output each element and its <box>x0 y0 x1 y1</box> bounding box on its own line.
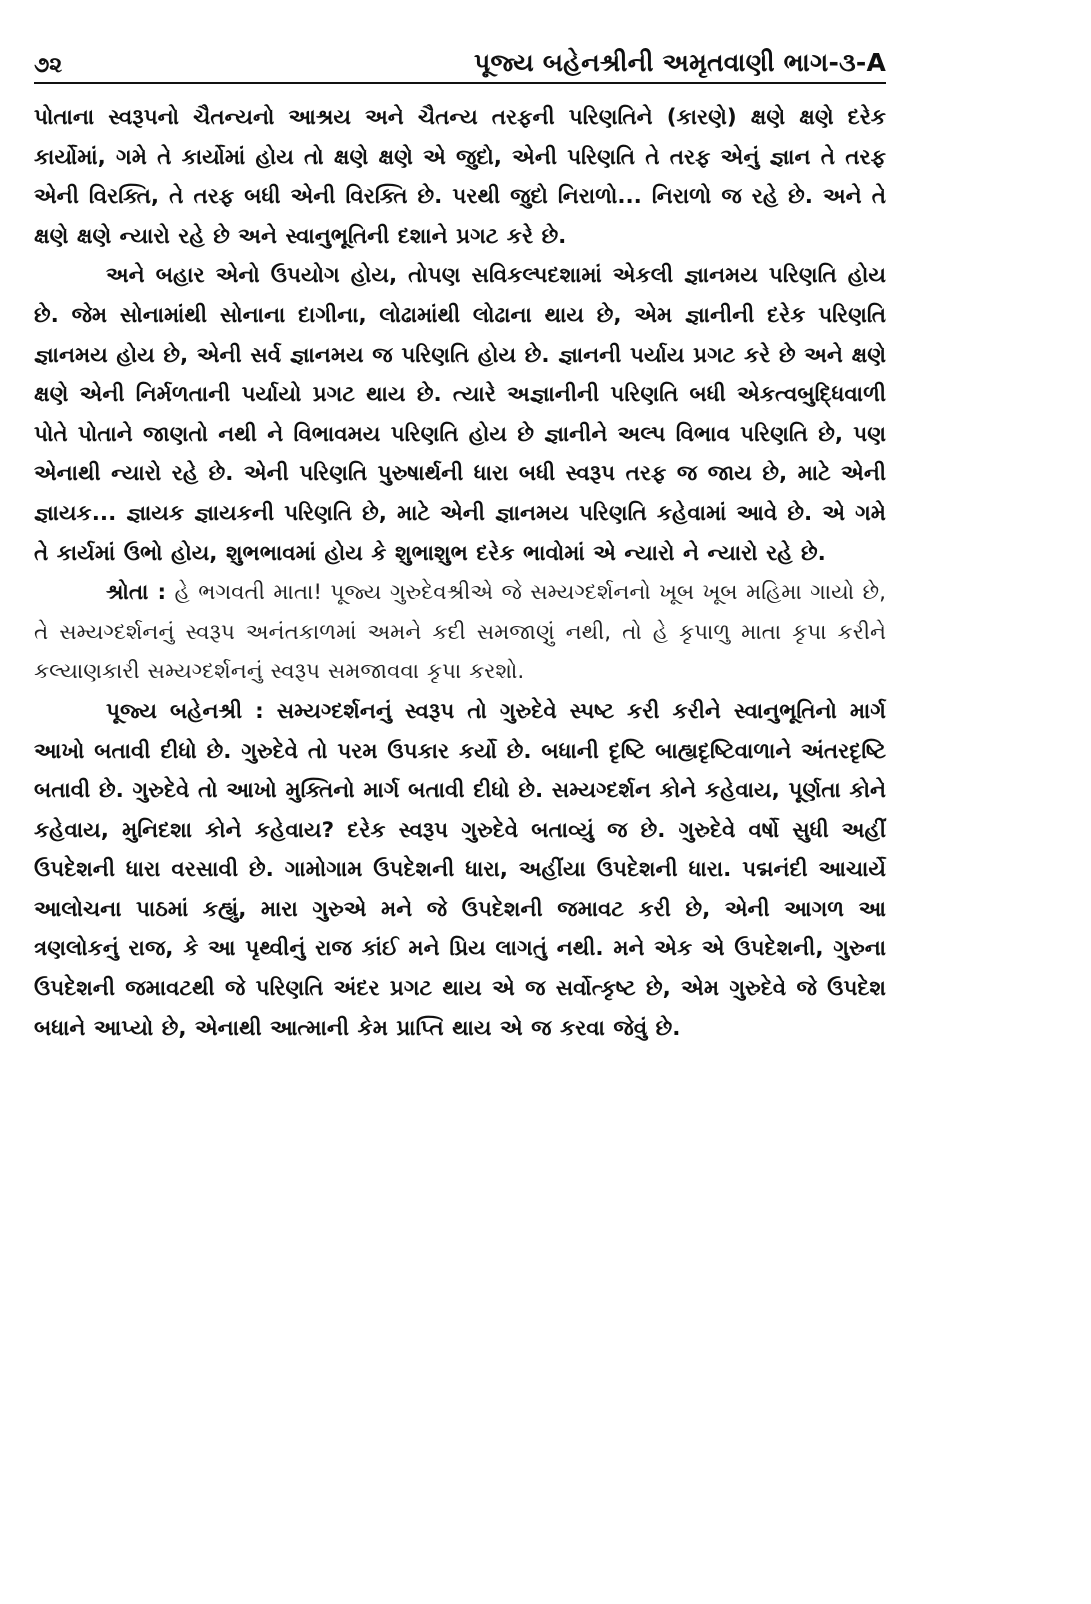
paragraph-2: અને બહાર એનો ઉપયોગ હોય, તોપણ સવિકલ્પદશામાં એકલી જ્ઞાનમય પરિણતિ હોય છે. જેમ સોનામાંથી સોનાના દાગીના, લોઢામાંથી લોઢાના થાય છે, એમ જ્ઞાનીની દરેક પરિણતિ જ્ઞાનમય હોય છે, એની સર્વ જ્ઞાનમય જ પરિણતિ હોય છે. જ્ઞાનની પર્યાય પ્રગટ કરે છે અને ક્ષણે ક્ષણે એની નિર્મળતાની પર્યાયો પ્રગટ થાય છે. ત્યારે અજ્ઞાનીની પરિણતિ બધી એકત્વબુદ્ધિવાળી પોતે પોતાને જાણતો નથી ને વિભાવમય પરિણતિ હોય છે જ્ઞાનીને અલ્પ વિભાવ પરિણતિ છે, પણ એનાથી ન્યારો રહે છે. એની પરિણતિ પુરુષાર્થની ધારા બધી સ્વરૂપ તરફ જ જાય છે, માટે એની જ્ઞાયક... જ્ઞાયક જ્ઞાયકની પરિણતિ છે, માટે એની જ્ઞાનમય પરિણતિ કહેવામાં આવે છે. એ ગમે તે કાર્યમાં ઉભો હોય, શુભભાવમાં હોય કે શુભાશુભ દરેક ભાવોમાં એ ન્યારો ને ન્યારો રહે છે. <box>34 263 886 566</box>
document-page <box>34 40 886 1048</box>
page-number: ૭૨ <box>34 53 63 78</box>
question-speaker: શ્રોતા : <box>106 580 167 606</box>
book-title: પૂજ્ય બહેનશ્રીની અમૃતવાણી ભાગ-૩-A <box>474 48 886 77</box>
question-text: હે ભગવતી માતા! પૂજ્ય ગુરુદેવશ્રીએ જે સમ્યગ્દર્શનનો ખૂબ ખૂબ મહિમા ગાયો છે, તે સમ્યગ્દર્શનનું સ્વરૂપ અનંતકાળમાં અમને કદી સમજાણું નથી, તો હે કૃપાળુ માતા કૃપા કરીને કલ્યાણકારી સમ્યગ્દર્શનનું સ્વરૂપ સમજાવવા કૃપા કરશો. <box>34 580 886 685</box>
page-header <box>34 40 886 78</box>
answer-text: સમ્યગ્દર્શનનું સ્વરૂપ તો ગુરુદેવે સ્પષ્ટ કરી કરીને સ્વાનુભૂતિનો માર્ગ આખો બતાવી દીધો છે. ગુરુદેવે તો પરમ ઉપકાર કર્યો છે. બધાની દૃષ્ટિ બાહ્યદૃષ્ટિવાળાને અંતરદૃષ્ટિ બતાવી છે. ગુરુદેવે તો આખો મુક્તિનો માર્ગ બતાવી દીધો છે. સમ્યગ્દર્શન કોને કહેવાય, પૂર્ણતા કોને કહેવાય, મુનિદશા કોને કહેવાય? દરેક સ્વરૂપ ગુરુદેવે બતાવ્યું જ છે. ગુરુદેવે વર્ષો સુધી અહીં ઉપદેશની ધારા વરસાવી છે. ગામોગામ ઉપદેશની ધારા, અહીંયા ઉપદેશની ધારા. પદ્મનંદી આચાર્યે આલોચના પાઠમાં કહ્યું, મારા ગુરુએ મને જે ઉપદેશની જમાવટ કરી છે, એની આગળ આ ત્રણલોકનું રાજ, કે આ પૃથ્વીનું રાજ કાંઈ મને પ્રિય લાગતું નથી. મને એક એ ઉપદેશની, ગુરુના ઉપદેશની જમાવટથી જે પરિણતિ અંદર પ્રગટ થાય એ જ સર્વોત્કૃષ્ટ છે, એમ ગુરુદેવે જે ઉપદેશ બધાને આપ્યો છે, એનાથી આત્માની કેમ પ્રાપ્તિ થાય એ જ કરવા જેવું છે. <box>34 698 887 1041</box>
header-rule <box>34 82 886 84</box>
question-paragraph <box>34 573 886 692</box>
answer-speaker: પૂજ્ય બહેનશ્રી : <box>106 698 264 724</box>
answer-paragraph <box>34 692 886 1048</box>
body-text <box>34 98 886 1048</box>
paragraph-1: પોતાના સ્વરૂપનો ચૈતન્યનો આશ્રય અને ચૈતન્ય તરફની પરિણતિને (કારણે) ક્ષણે ક્ષણે દરેક કાર્યોમાં, ગમે તે કાર્યોમાં હોય તો ક્ષણે ક્ષણે એ જુદો, એની પરિણતિ તે તરફ એનું જ્ઞાન તે તરફ એની વિરક્તિ, તે તરફ બધી એની વિરક્તિ છે. પરથી જુદો નિરાળો... નિરાળો જ રહે છે. અને તે ક્ષણે ક્ષણે ન્યારો રહે છે અને સ્વાનુભૂતિની દશાને પ્રગટ કરે છે. <box>34 105 886 249</box>
